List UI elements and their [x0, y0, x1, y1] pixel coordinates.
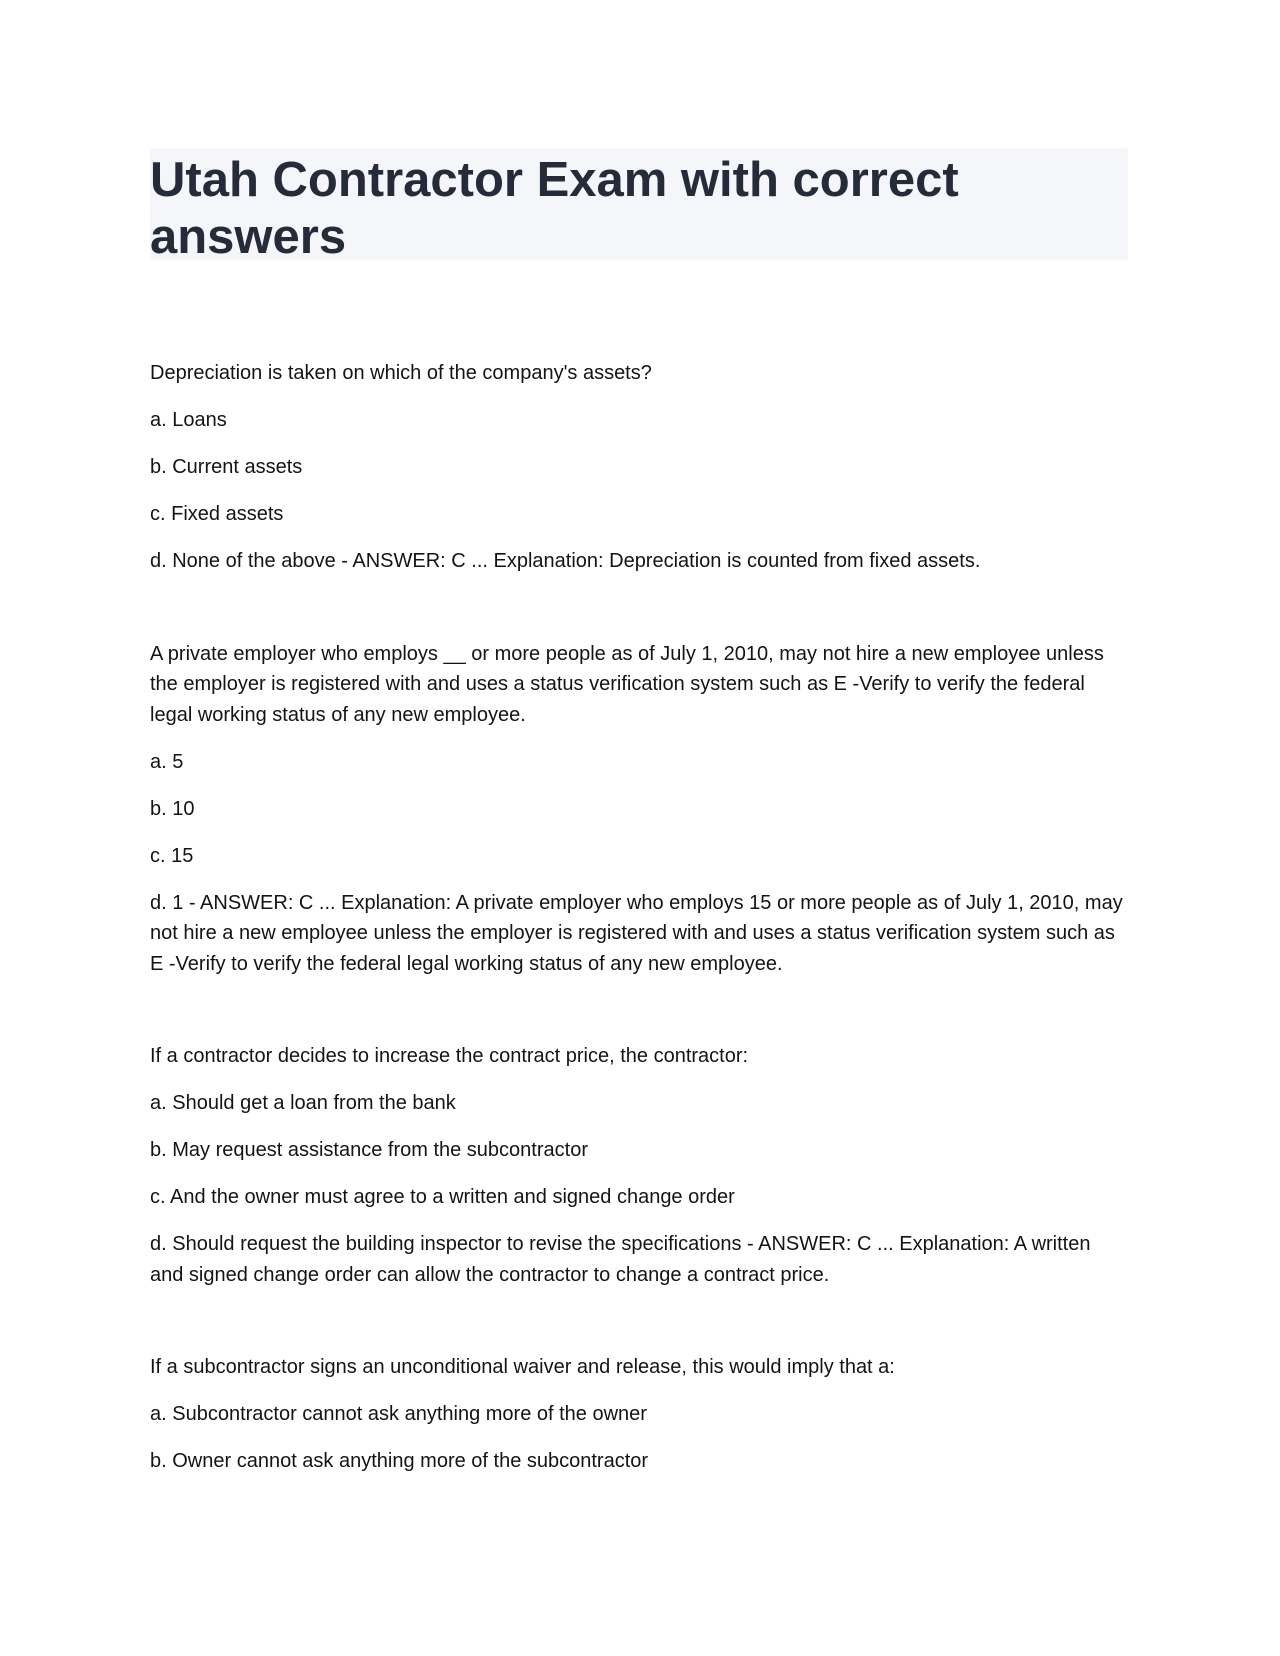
option-a: a. 5 — [150, 750, 184, 773]
title-banner — [150, 148, 1128, 264]
document-page — [150, 148, 1128, 1477]
option-b: b. 10 — [150, 797, 195, 820]
option-c: c. 15 — [150, 844, 194, 867]
question-list — [150, 358, 1128, 1477]
option-b: b. Owner cannot ask anything more of the subcontractor — [150, 1450, 649, 1472]
option-b: b. Current assets — [150, 456, 303, 478]
option-d-answer: d. 1 - ANSWER: C ... Explanation: A private employer who employs 15 or more people as of July 1, 2010, may not hire a new employee unless the employer is registered with and uses a status verification system such as E -Verify to verify the federal legal working status of any new employee. — [150, 891, 1123, 975]
question-3 — [150, 1041, 1128, 1290]
option-a: a. Subcontractor cannot ask anything more of the owner — [150, 1403, 647, 1425]
question-1 — [150, 358, 1128, 577]
question-text: If a contractor decides to increase the contract price, the contractor: — [150, 1045, 749, 1067]
question-2 — [150, 639, 1128, 980]
option-c: c. Fixed assets — [150, 503, 284, 525]
question-text: A private employer who employs __ or more people as of July 1, 2010, may not hire a new employee unless the employer is registered with and uses a status verification system such as E -Verify to verify the federal legal working status of any new employee. — [150, 642, 1104, 726]
question-text: Depreciation is taken on which of the company's assets? — [150, 362, 652, 384]
option-a: a. Should get a loan from the bank — [150, 1092, 456, 1114]
question-4 — [150, 1352, 1128, 1477]
option-b: b. May request assistance from the subcontractor — [150, 1139, 588, 1161]
option-a: a. Loans — [150, 409, 227, 431]
option-d-answer: d. None of the above - ANSWER: C ... Explanation: Depreciation is counted from fixed assets. — [150, 550, 981, 572]
option-c: c. And the owner must agree to a written and signed change order — [150, 1186, 735, 1208]
document-title: Utah Contractor Exam with correct answers — [150, 153, 959, 264]
question-text: If a subcontractor signs an unconditional waiver and release, this would imply that a: — [150, 1356, 895, 1378]
option-d-answer: d. Should request the building inspector to revise the specifications - ANSWER: C ... Explanation: A written and signed change order can allow the contractor to change a contract price. — [150, 1233, 1091, 1286]
